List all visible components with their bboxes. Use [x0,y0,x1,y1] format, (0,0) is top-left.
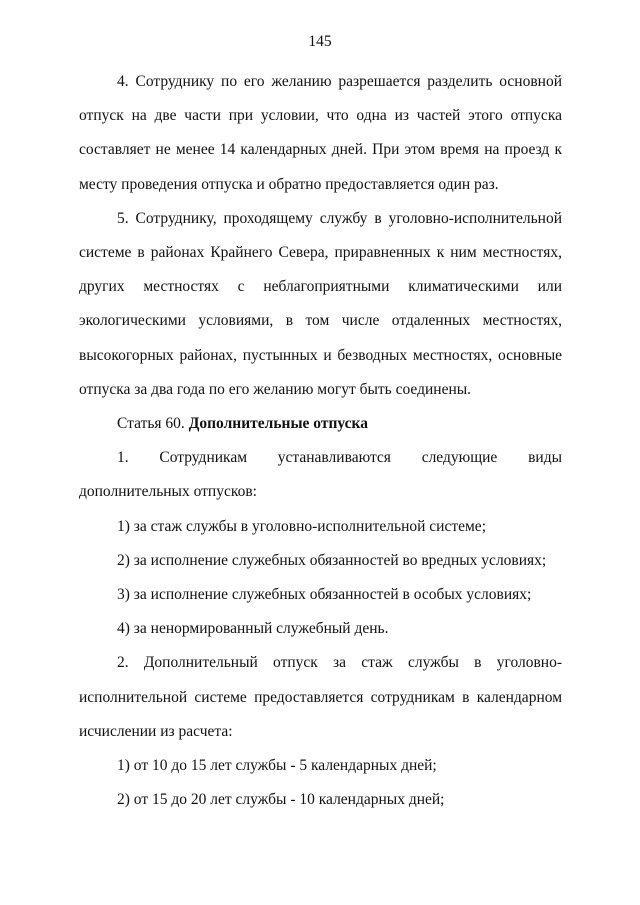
page-number: 145 [308,33,332,50]
paragraph-4: 4. Сотруднику по его желанию разрешается разделить основной отпуск на две части при условии, что одна из частей этого отпуска составляет не менее 14 календарных дней. При этом время на проезд к месту проведения отпуска и обратно предоставляется один раз. [79,73,562,193]
article-title: Дополнительные отпуска [188,415,368,433]
document-body [79,65,562,817]
article-heading [79,407,562,441]
list-item-2: 2) за исполнение служебных обязанностей во вредных условиях; [117,551,547,569]
list-item-4: 4) за ненормированный служебный день. [117,620,389,638]
list-item-1: 1) за стаж службы в уголовно-исполнительной системе; [117,517,486,535]
service-term-item-2: 2) от 15 до 20 лет службы - 10 календарных дней; [117,791,445,809]
article-paragraph-1: 1. Сотрудникам устанавливаются следующие виды дополнительных отпусков: [79,449,562,501]
article-number: Статья 60. [117,415,189,433]
list-item-3: 3) за исполнение служебных обязанностей в особых условиях; [117,586,532,604]
paragraph-5: 5. Сотруднику, проходящему службу в уголовно-исполнительной системе в районах Крайнего Севера, приравненных к ним местностях, других местностях с неблагоприятными климатическими или экологическими условиями, в том числе отдаленных местностях, высокогорных районах, пустынных и безводных местностях, основные отпуска за два года по его желанию могут быть соединены. [79,209,562,398]
article-paragraph-2: 2. Дополнительный отпуск за стаж службы в уголовно-исполнительной системе предоставляется сотрудникам в календарном исчислении из расчета: [79,654,562,740]
service-term-item-1: 1) от 10 до 15 лет службы - 5 календарных дней; [117,757,437,775]
